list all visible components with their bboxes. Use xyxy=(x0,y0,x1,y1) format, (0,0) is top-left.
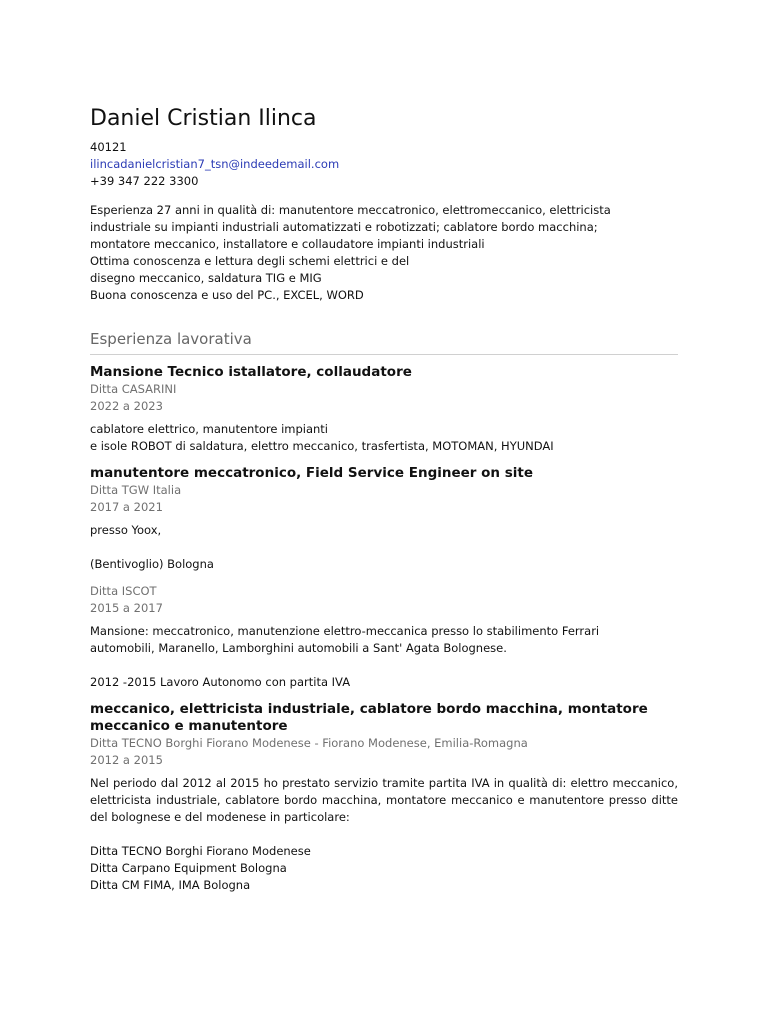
job-dates: 2017 a 2021 xyxy=(90,500,163,514)
job-description xyxy=(90,623,678,657)
list-item: Ditta CM FIMA, IMA Bologna xyxy=(90,878,251,892)
job-company-list xyxy=(90,843,678,894)
section-divider xyxy=(90,354,678,355)
section-title-experience: Esperienza lavorativa xyxy=(90,330,252,348)
job-description-line: automobili, Maranello, Lamborghini automobili a Sant' Agata Bolognese. xyxy=(90,641,507,655)
job-description-line: (Bentivoglio) Bologna xyxy=(90,557,214,571)
job-description-line: e isole ROBOT di saldatura, elettro meccanico, trasfertista, MOTOMAN, HYUNDAI xyxy=(90,439,554,453)
job-description-line: Mansione: meccatronico, manutenzione elettro-meccanica presso lo stabilimento Ferrari xyxy=(90,624,600,638)
job-company: Ditta TECNO Borghi Fiorano Modenese xyxy=(90,736,311,750)
job-entry xyxy=(90,364,678,455)
contact-block xyxy=(90,139,339,190)
email-link[interactable]: ilincadanielcristian7_tsn@indeedemail.com xyxy=(90,157,340,171)
list-item: Ditta Carpano Equipment Bologna xyxy=(90,861,287,875)
summary-line: Ottima conoscenza e lettura degli schemi elettrici e del xyxy=(90,254,410,268)
job-description xyxy=(90,522,678,573)
experience-list xyxy=(90,364,678,894)
summary-line: Buona conoscenza e uso del PC., EXCEL, WORD xyxy=(90,288,364,302)
phone-number: +39 347 222 3300 xyxy=(90,174,199,188)
postal-code: 40121 xyxy=(90,140,127,154)
summary-line: industriale su impianti industriali automatizzati e robotizzati; cablatore bordo macchina; xyxy=(90,220,598,234)
summary-line: Esperienza 27 anni in qualità di: manutentore meccatronico, elettromeccanico, elettricista xyxy=(90,203,611,217)
job-description xyxy=(90,421,678,455)
summary-line: disegno meccanico, saldatura TIG e MIG xyxy=(90,271,322,285)
job-title: manutentore meccatronico, Field Service Engineer on site xyxy=(90,465,534,481)
job-entry xyxy=(90,701,678,894)
candidate-name: Daniel Cristian Ilinca xyxy=(90,106,317,131)
summary-line: montatore meccanico, installatore e collaudatore impianti industriali xyxy=(90,237,485,251)
list-item: Ditta TECNO Borghi Fiorano Modenese xyxy=(90,844,311,858)
job-company: Ditta TGW Italia xyxy=(90,483,182,497)
summary-block xyxy=(90,202,611,304)
job-company: Ditta CASARINI xyxy=(90,382,177,396)
job-company-location: Ditta TECNO Borghi Fiorano Modenese - Fiorano Modenese, Emilia-Romagna xyxy=(90,736,528,750)
job-note xyxy=(90,674,678,691)
job-location: Fiorano Modenese, Emilia-Romagna xyxy=(322,736,528,750)
job-dates: 2022 a 2023 xyxy=(90,399,163,413)
job-company: Ditta ISCOT xyxy=(90,584,157,598)
job-title: Mansione Tecnico istallatore, collaudatore xyxy=(90,364,412,380)
job-description-line: cablatore elettrico, manutentore impianti xyxy=(90,422,329,436)
job-entry xyxy=(90,465,678,691)
job-description: Nel periodo dal 2012 al 2015 ho prestato servizio tramite partita IVA in qualità di: elettro meccanico, elettricista industriale, cablatore bordo macchina, montatore meccanico e manutentore presso ditte del bolognese e del modenese in particolare: xyxy=(90,776,678,824)
job-description-line: presso Yoox, xyxy=(90,523,162,537)
job-dates: 2015 a 2017 xyxy=(90,601,163,615)
job-note-line: 2012 -2015 Lavoro Autonomo con partita IVA xyxy=(90,675,351,689)
job-title: meccanico, elettricista industriale, cablatore bordo macchina, montatore meccanico e manutentore xyxy=(90,701,648,734)
job-dates: 2012 a 2015 xyxy=(90,753,163,767)
